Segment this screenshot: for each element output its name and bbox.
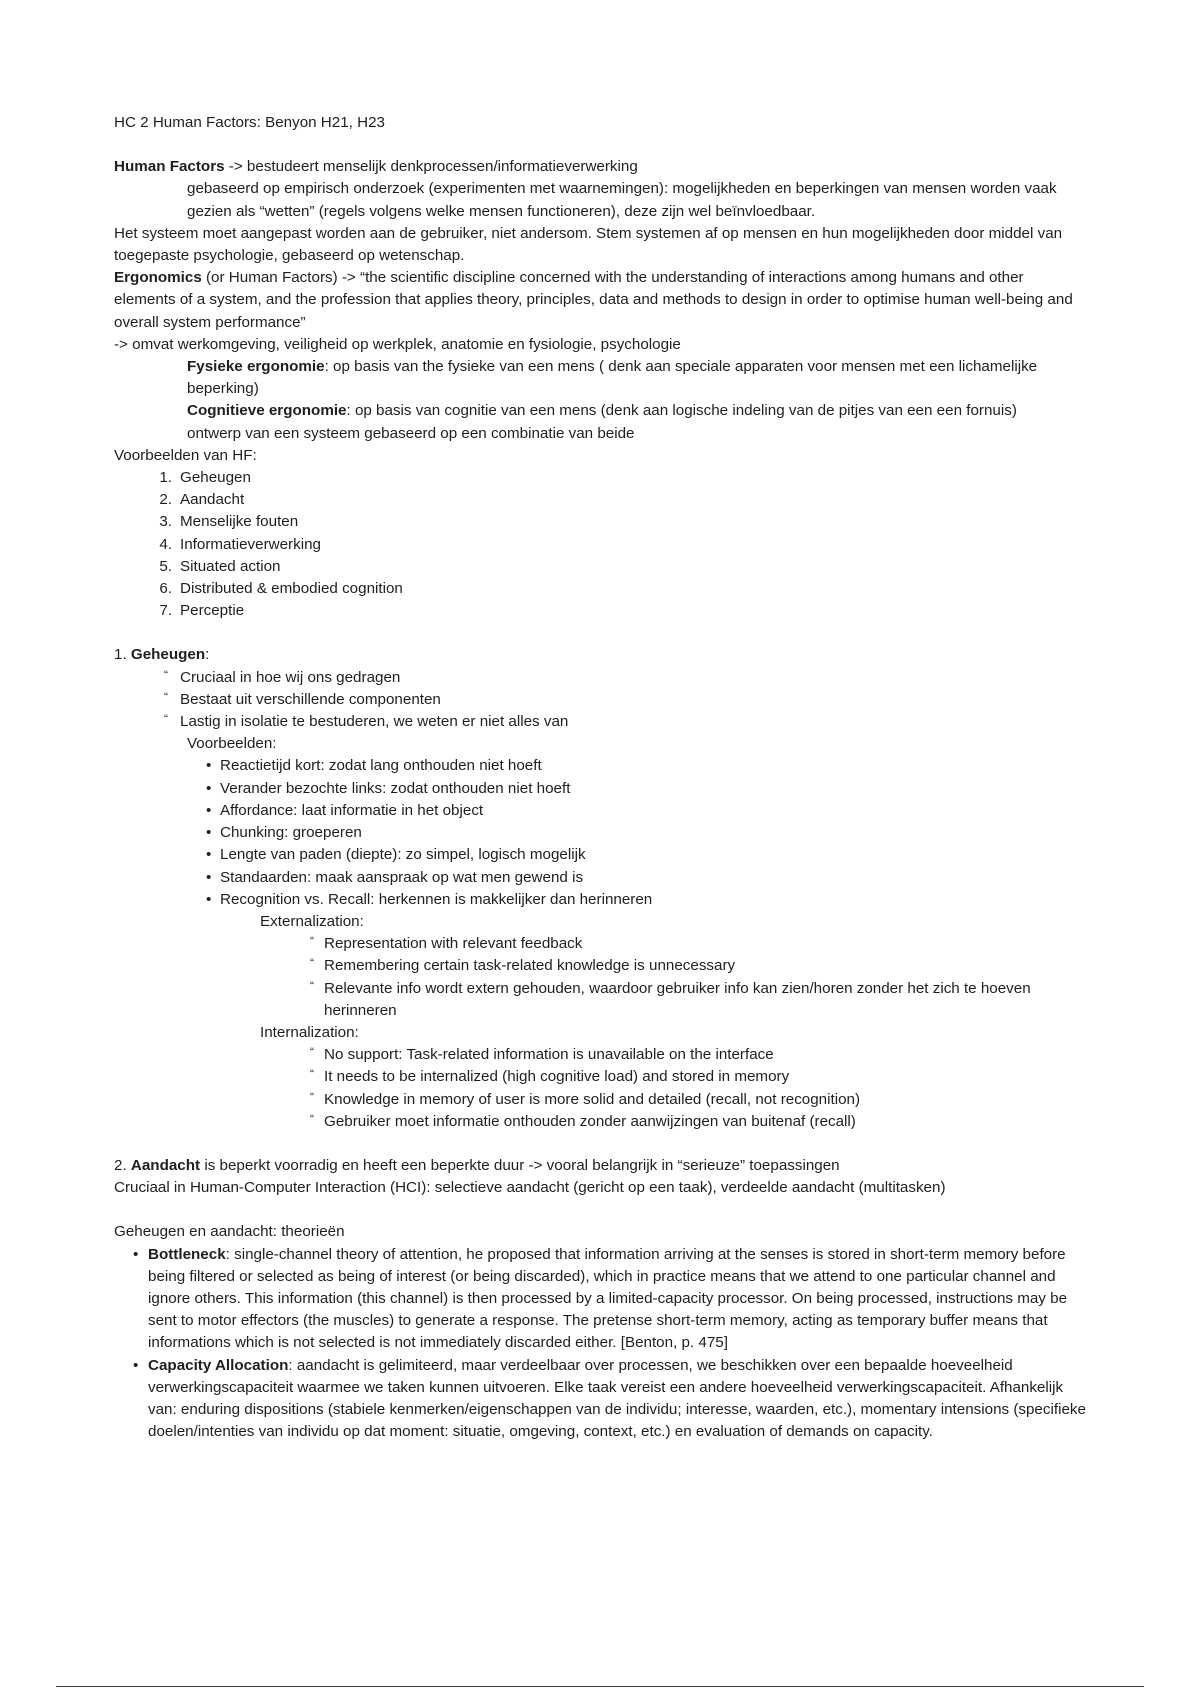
- list-item-label: Affordance: laat informatie in het object: [220, 801, 484, 819]
- list-item-label: Aandacht: [180, 491, 245, 509]
- list-item-label: Situated action: [180, 557, 281, 575]
- externalization-list: [114, 933, 1086, 1022]
- list-item-label: Reactietijd kort: zodat lang onthouden niet hoeft: [220, 757, 542, 775]
- list-item-label: Gebruiker moet informatie onthouden zonder aanwijzingen van buitenaf (recall): [324, 1112, 856, 1130]
- page-content: [114, 112, 1086, 1443]
- list-number: 5.: [159, 557, 172, 575]
- list-item: [114, 867, 1086, 889]
- list-item-label: Menselijke fouten: [180, 513, 299, 531]
- list-item-label: Geheugen: [180, 469, 251, 487]
- list-item-label: No support: Task-related information is unavailable on the interface: [324, 1046, 774, 1064]
- list-item-label: Lengte van paden (diepte): zo simpel, logisch mogelijk: [220, 846, 586, 864]
- physical-ergonomics: [114, 356, 1086, 400]
- list-item-label: Relevante info wordt extern gehouden, waardoor gebruiker info kan zien/horen zonder het zich te hoeven herinneren: [324, 979, 1031, 1019]
- dash-bullet-icon: “: [164, 712, 168, 727]
- memory-heading: [114, 644, 1086, 666]
- dash-bullet-icon: “: [310, 1089, 314, 1104]
- list-item-label: Knowledge in memory of user is more solid and detailed (recall, not recognition): [324, 1090, 861, 1108]
- bullet-icon: •: [206, 757, 212, 775]
- internalization-list: [114, 1044, 1086, 1133]
- list-item: [114, 778, 1086, 800]
- externalization-label: Externalization:: [260, 912, 364, 930]
- list-item: [114, 667, 1086, 689]
- memory-number: 1.: [114, 646, 131, 664]
- bottleneck-term: Bottleneck: [148, 1245, 226, 1263]
- memory-colon: :: [205, 646, 210, 664]
- list-item-label: Lastig in isolatie te bestuderen, we weten er niet alles van: [180, 713, 569, 731]
- list-number: 4.: [159, 535, 172, 553]
- list-item: [114, 844, 1086, 866]
- list-item: [114, 1044, 1086, 1066]
- list-item: [114, 800, 1086, 822]
- combination-note: ontwerp van een systeem gebaseerd op een combinatie van beide: [187, 424, 635, 442]
- human-factors-term: Human Factors: [114, 158, 225, 176]
- bullet-icon: •: [133, 1245, 139, 1263]
- list-item: [114, 1244, 1086, 1355]
- dash-bullet-icon: “: [310, 1111, 314, 1126]
- capacity-allocation-term: Capacity Allocation: [148, 1356, 289, 1374]
- dash-bullet-icon: “: [164, 689, 168, 704]
- list-item: [114, 1066, 1086, 1088]
- list-item: [114, 822, 1086, 844]
- memory-examples-label: Voorbeelden:: [187, 735, 277, 753]
- list-item: [114, 534, 1086, 556]
- list-item-label: Recognition vs. Recall: herkennen is makkelijker dan herinneren: [220, 890, 653, 908]
- dash-bullet-icon: “: [310, 956, 314, 971]
- dash-bullet-icon: “: [310, 978, 314, 993]
- hf-examples-list: [114, 467, 1086, 622]
- dash-bullet-icon: “: [310, 934, 314, 949]
- list-item-label: Perceptie: [180, 602, 245, 620]
- list-item-label: Representation with relevant feedback: [324, 935, 583, 953]
- bullet-icon: •: [206, 890, 212, 908]
- list-item-label: Distributed & embodied cognition: [180, 580, 403, 598]
- bullet-icon: •: [206, 779, 212, 797]
- internalization-label: Internalization:: [260, 1023, 359, 1041]
- list-item: [114, 578, 1086, 600]
- physical-ergonomics-term: Fysieke ergonomie: [187, 358, 325, 376]
- list-item: [114, 755, 1086, 777]
- list-number: 6.: [159, 580, 172, 598]
- human-factors-detail: gebaseerd op empirisch onderzoek (experimenten met waarnemingen): mogelijkheden en beperkingen van mensen worden vaak gezien als “wetten” (regels volgens welke mensen functioneren), deze zijn wel beïnvloedbaar.: [187, 180, 1057, 220]
- page-title: HC 2 Human Factors: Benyon H21, H23: [114, 114, 385, 131]
- ergonomics-def: (or Human Factors) -> “the scientific discipline concerned with the understanding of interactions among humans and other elements of a system, and the profession that applies theory, principles, data and methods to design in order to optimise human well-being and overall system performance”: [114, 269, 1073, 331]
- list-item: [114, 511, 1086, 533]
- ergonomics-definition: [114, 267, 1086, 334]
- list-item: [114, 933, 1086, 955]
- footer-divider: [56, 1686, 1144, 1687]
- list-item-label: Cruciaal in hoe wij ons gedragen: [180, 668, 401, 686]
- theories-heading: Geheugen en aandacht: theorieën: [114, 1223, 345, 1241]
- human-factors-definition: [114, 156, 1086, 178]
- theories-list: [114, 1244, 1086, 1444]
- list-item: [114, 467, 1086, 489]
- bullet-icon: •: [206, 824, 212, 842]
- list-number: 7.: [159, 602, 172, 620]
- bullet-icon: •: [206, 868, 212, 886]
- bullet-icon: •: [206, 846, 212, 864]
- cognitive-ergonomics-term: Cognitieve ergonomie: [187, 402, 347, 420]
- examples-heading: Voorbeelden van HF:: [114, 446, 257, 464]
- list-item: [114, 889, 1086, 911]
- ergonomics-term: Ergonomics: [114, 269, 202, 287]
- dash-bullet-icon: “: [310, 1067, 314, 1082]
- list-item: [114, 711, 1086, 733]
- memory-examples-list: [114, 755, 1086, 910]
- list-item: [114, 489, 1086, 511]
- memory-term: Geheugen: [130, 646, 206, 664]
- human-factors-def: -> bestudeert menselijk denkprocessen/informatieverwerking: [224, 158, 638, 176]
- list-item: [114, 556, 1086, 578]
- attention-number: 2.: [114, 1156, 131, 1174]
- list-item: [114, 1089, 1086, 1111]
- list-item: [114, 1111, 1086, 1133]
- system-paragraph: Het systeem moet aangepast worden aan de gebruiker, niet andersom. Stem systemen af op mensen en hun mogelijkheden door middel van toegepaste psychologie, gebaseerd op wetenschap.: [114, 224, 1063, 265]
- bullet-icon: •: [133, 1356, 139, 1374]
- dash-bullet-icon: “: [164, 667, 168, 682]
- list-number: 1.: [159, 469, 172, 487]
- list-item-label: Verander bezochte links: zodat onthouden niet hoeft: [220, 779, 571, 797]
- dash-bullet-icon: “: [310, 1045, 314, 1060]
- bullet-icon: •: [206, 801, 212, 819]
- cognitive-ergonomics-def: : op basis van cognitie van een mens (denk aan logische indeling van de pitjes van een een fornuis): [346, 402, 1017, 420]
- list-item: [114, 689, 1086, 711]
- attention-hci: Cruciaal in Human-Computer Interaction (HCI): selectieve aandacht (gericht op een taak), verdeelde aandacht (multitasken): [114, 1179, 946, 1197]
- bottleneck-text: : single-channel theory of attention, he proposed that information arriving at the senses is stored in short-term memory before being filtered or selected as being of interest (or being discarded), which in practice means that we attend to one particular channel and ignore others. This information (this channel) is then processed by a limited-capacity processor. On being processed, instructions may be sent to motor effectors (the muscles) to generate a response. The pretense short-term memory, acting as temporary buffer means that informations which is not selected is not immediately discarded either. [Benton, p. 475]: [148, 1245, 1068, 1352]
- list-number: 2.: [159, 491, 172, 509]
- attention-def: is beperkt voorradig en heeft een beperkte duur -> vooral belangrijk in “serieuze” toepassingen: [200, 1156, 840, 1174]
- list-item-label: Standaarden: maak aanspraak op wat men gewend is: [220, 868, 584, 886]
- list-item-label: Informatieverwerking: [180, 535, 321, 553]
- list-item-label: Bestaat uit verschillende componenten: [180, 690, 441, 708]
- attention-term: Aandacht: [130, 1156, 201, 1174]
- list-item: [114, 955, 1086, 977]
- memory-points: [114, 667, 1086, 734]
- physical-ergonomics-def: : op basis van the fysieke van een mens ( denk aan speciale apparaten voor mensen met een lichamelijke beperking): [187, 358, 1038, 398]
- list-item-label: Remembering certain task-related knowledge is unnecessary: [324, 957, 736, 975]
- list-item-label: It needs to be internalized (high cognitive load) and stored in memory: [324, 1068, 790, 1086]
- attention-definition: [114, 1155, 1086, 1177]
- cognitive-ergonomics: [114, 400, 1086, 422]
- list-item: [114, 1355, 1086, 1444]
- list-number: 3.: [159, 513, 172, 531]
- list-item-label: Chunking: groeperen: [220, 824, 362, 842]
- ergonomics-scope: -> omvat werkomgeving, veiligheid op werkplek, anatomie en fysiologie, psychologie: [114, 335, 681, 353]
- list-item: [114, 978, 1086, 1022]
- list-item: [114, 600, 1086, 622]
- capacity-allocation-text: : aandacht is gelimiteerd, maar verdeelbaar over processen, we beschikken over een bepaalde hoeveelheid verwerkingscapaciteit waarmee we taken kunnen uitvoeren. Elke taak vereist een andere hoeveelheid verwerkingscapaciteit. Afhankelijk van: enduring dispositions (stabiele kenmerken/eigenschappen van de individu; interesse, waarden, etc.), momentary intensions (specifieke doelen/intenties van individu op dat moment: situatie, omgeving, context, etc.) en evaluation of demands on capacity.: [148, 1356, 1086, 1441]
